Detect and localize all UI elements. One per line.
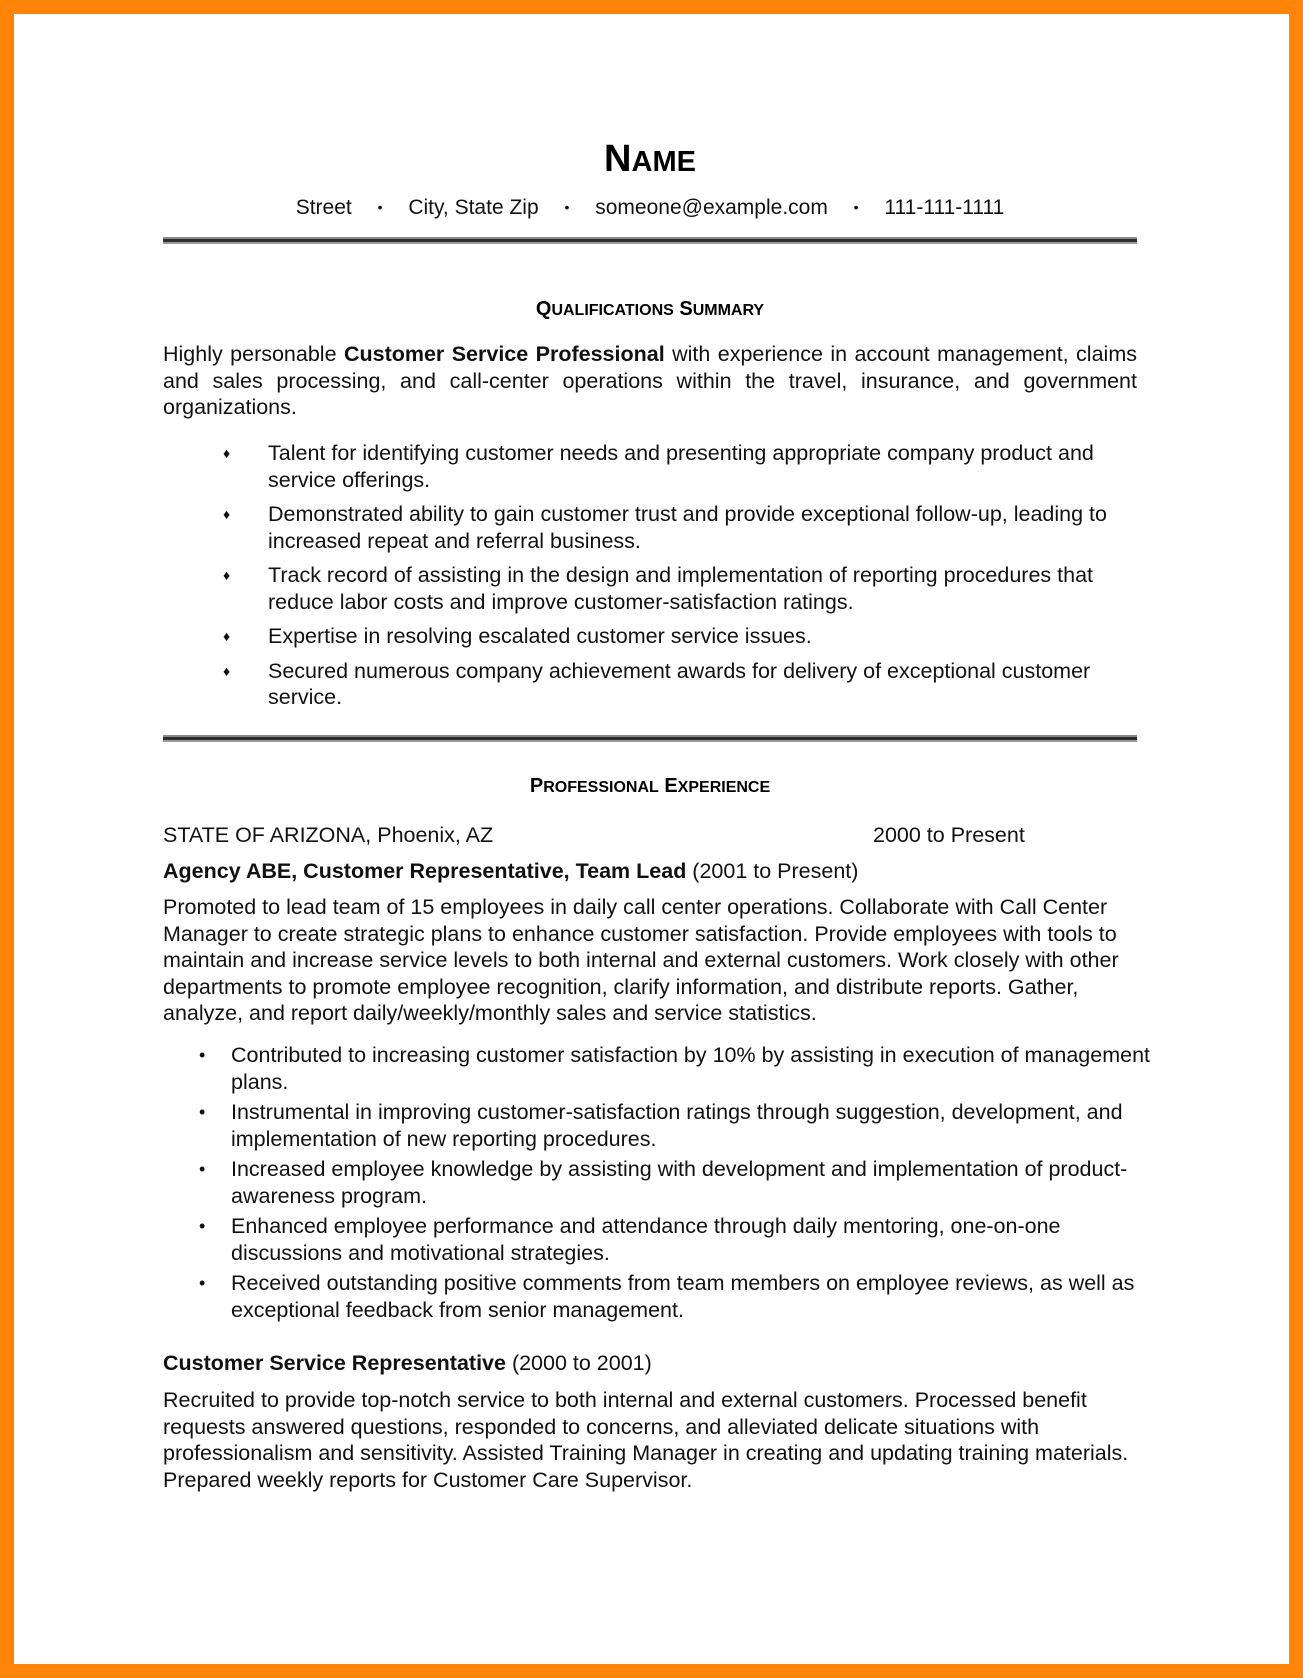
bullet-text: Increased employee knowledge by assisting with development and implementation of product-awareness program. (231, 1157, 1128, 1208)
header-divider (163, 237, 1137, 244)
diamond-bullet-icon: ♦ (223, 628, 231, 644)
list-item (163, 1156, 1153, 1209)
heading-rest: ROFESSIONAL (543, 779, 659, 796)
list-item (163, 1213, 1153, 1266)
list-item (163, 440, 1153, 493)
list-item (163, 1270, 1153, 1323)
bullet-text: Received outstanding positive comments from team members on employee reviews, as well as exceptional feedback from senior management. (231, 1271, 1135, 1322)
list-item (163, 1099, 1153, 1152)
role-title-row (163, 1350, 1137, 1377)
bullet-dot-icon: • (199, 1159, 206, 1179)
bullet-text: Track record of assisting in the design and implementation of reporting procedures that reduce labor costs and improve customer-satisfaction ratings. (268, 563, 1094, 614)
employer-dates: 2000 to Present (873, 823, 1025, 847)
bullet-text: Enhanced employee performance and attendance through daily mentoring, one-on-one discussions and motivational strategies. (231, 1214, 1061, 1265)
bullet-dot-icon: • (199, 1045, 206, 1065)
bullet-text: Talent for identifying customer needs and presenting appropriate company product and service offerings. (268, 441, 1094, 492)
role-description: Promoted to lead team of 15 employees in daily call center operations. Collaborate with Call Center Manager to create strategic plans to enhance customer satisfaction. Provide employees with tools to maintain and increase service levels to both internal and external customers. Work closely with other departments to promote employee recognition, clarify information, and distribute reports. Gather, analyze, and report daily/weekly/monthly sales and service statistics. (163, 895, 1119, 1025)
qualifications-summary-paragraph (163, 341, 1137, 421)
list-item (163, 562, 1153, 615)
role-title: Agency ABE, Customer Representative, Team Lead (163, 859, 687, 883)
role-dates: (2001 to Present) (686, 859, 859, 883)
diamond-bullet-icon: ♦ (223, 662, 231, 679)
role-description: Recruited to provide top-notch service to both internal and external customers. Processed benefit requests answered questions, responded to concerns, and alleviated delicate situations with professionalism and sensitivity. Assisted Training Manager in creating and updating training materials. Prepared weekly reports for Customer Care Supervisor. (163, 1388, 1129, 1492)
separator-bullet-icon: • (853, 199, 859, 215)
contact-line (163, 196, 1137, 220)
qualifications-summary-heading (163, 298, 1137, 321)
heading-rest: XPERIENCE (677, 779, 771, 796)
heading-initial: Q (535, 298, 552, 320)
heading-initial: S (679, 298, 693, 320)
name-initial: N (604, 138, 632, 180)
separator-bullet-icon: • (377, 199, 383, 215)
bullet-text: Instrumental in improving customer-satisfaction ratings through suggestion, development, and implementation of new reporting procedures. (231, 1100, 1123, 1151)
heading-rest: UALIFICATIONS (551, 302, 674, 319)
bullet-dot-icon: • (199, 1102, 206, 1122)
summary-highlight: Customer Service Professional (343, 342, 665, 366)
bullet-text: Secured numerous company achievement awards for delivery of exceptional customer service. (268, 658, 1091, 709)
diamond-bullet-icon: ♦ (223, 506, 231, 522)
bullet-dot-icon: • (199, 1216, 206, 1236)
role-dates: (2000 to 2001) (505, 1351, 652, 1375)
professional-experience-heading (163, 775, 1137, 798)
employer-name: STATE OF ARIZONA, Phoenix, AZ (163, 823, 494, 847)
divider-shadow (163, 740, 1137, 742)
summary-text: Highly personable (163, 342, 344, 366)
bullet-text: Contributed to increasing customer satisfaction by 10% by assisting in execution of management plans. (231, 1043, 1151, 1094)
list-item (163, 623, 1153, 650)
divider-shadow (163, 242, 1137, 244)
separator-bullet-icon: • (564, 199, 570, 215)
heading-initial: P (529, 775, 544, 797)
list-item (163, 658, 1153, 711)
diamond-bullet-icon: ♦ (223, 445, 231, 461)
qualifications-bullet-list (163, 440, 1153, 719)
role-title: Customer Service Representative (163, 1351, 506, 1375)
bullet-text: Expertise in resolving escalated customer service issues. (268, 624, 812, 648)
summary-text: with experience in account management, claims and sales processing, and call-center operations within the travel, insurance, and government organizations. (163, 342, 1137, 419)
resume-name (163, 138, 1137, 181)
bullet-text: Demonstrated ability to gain customer trust and provide exceptional follow-up, leading to increased repeat and referral business. (268, 502, 1107, 553)
role-achievements-list (163, 1042, 1153, 1327)
role-title-row (163, 858, 1137, 885)
heading-rest: UMMARY (692, 302, 765, 319)
list-item (163, 501, 1153, 554)
heading-initial: E (664, 775, 678, 797)
contact-email[interactable]: someone@example.com (595, 196, 828, 219)
employer-row (163, 822, 1137, 849)
contact-street: Street (295, 196, 352, 219)
list-item (163, 1042, 1153, 1095)
diamond-bullet-icon: ♦ (223, 567, 231, 583)
name-rest: AME (631, 146, 696, 178)
section-divider (163, 735, 1137, 742)
contact-city-state-zip: City, State Zip (408, 196, 539, 219)
contact-phone: 111-111-1111 (884, 196, 1005, 219)
bullet-dot-icon: • (199, 1273, 206, 1293)
